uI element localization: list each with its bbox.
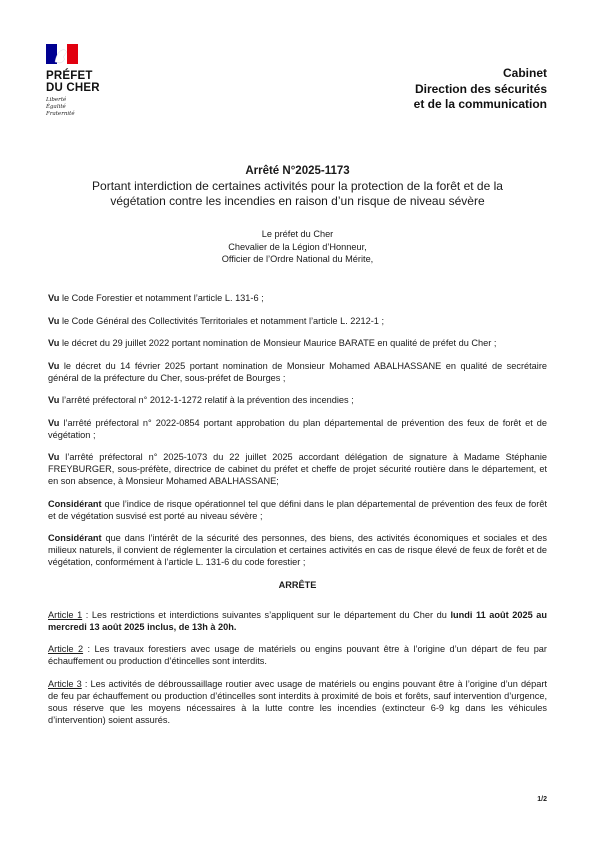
visa-keyword: Vu (48, 395, 60, 405)
article-paragraph (48, 643, 547, 667)
marianne-flag-icon (46, 44, 78, 64)
article-paragraph (48, 678, 547, 726)
visa-paragraph (48, 315, 547, 327)
considerant-text: que l’indice de risque opérationnel tel que défini dans le plan départemental de prévention des feux de forêt et de végétation susvisé est porté au niveau sévère ; (48, 498, 547, 521)
considerant-paragraph (48, 532, 547, 568)
prefet-title-line: Le préfet du Cher (261, 229, 334, 239)
article-text: : Les activités de débroussaillage routier avec usage de matériels ou engins pouvant être à l’origine d’un départ de feu par échauffement ou production d’étincelles sont interdits à proximité de bois et forêts, sauf intervention d’urgence, sous réserve que les moyens nécessaires à la lutte contre les incendies (extincteur 6-9 kg dans les véhicules d’intervention) soient assurés. (48, 678, 547, 725)
visa-paragraph (48, 394, 547, 406)
prefet-name-line: PRÉFET (46, 70, 93, 82)
article-text: : Les restrictions et interdictions suivantes s’appliquent sur le département du Cher du (82, 609, 451, 620)
service-line: et de la communication (413, 97, 547, 111)
motto-line: Égalité (46, 104, 66, 110)
republic-motto (46, 97, 126, 118)
visa-keyword: Vu (48, 315, 60, 326)
page-number: 1/2 (537, 796, 547, 803)
visa-text: le décret du 29 juillet 2022 portant nomination de Monsieur Maurice BARATE en qualité de préfet du Cher ; (59, 338, 497, 348)
prefet-titles (40, 228, 555, 266)
article-label: Article 2 (48, 644, 84, 654)
visa-text: l’arrêté préfectoral n° 2025-1073 du 22 juillet 2025 accordant délégation de signature à Madame Stéphanie FREYBURGER, sous-préfète, directrice de cabinet du préfet et cheffe de projet sécurité routière dans le département, et en son absence, à Monsieur Mohamed ABALHASSANE; (48, 452, 547, 486)
considerant-paragraph (48, 498, 547, 522)
article-label: Article 1 (48, 609, 83, 620)
visa-keyword: Vu (48, 452, 60, 462)
prefet-title-line: Chevalier de la Légion d’Honneur, (228, 241, 367, 252)
considerant-keyword: Considérant (48, 533, 102, 543)
considerant-keyword: Considérant (48, 498, 102, 509)
article-text: : Les travaux forestiers avec usage de matériels ou engins pouvant être à l’origine d’un départ de feu par échauffement ou production d’étincelles sont interdits. (48, 644, 547, 666)
prefet-title-line: Officier de l’Ordre National du Mérite, (221, 254, 374, 264)
article-paragraph (48, 609, 547, 633)
considerant-text: que dans l’intérêt de la sécurité des personnes, des biens, des activités économiques et sociales et des milieux naturels, il convient de réglementer la circulation et certaines activités en cas de risque élevé de feux de forêt et de végétation, conformément à l’article L. 131-6 du code forestier ; (48, 533, 547, 567)
article-emphasis: lundi 11 août 2025 au mercredi 13 août 2025 inclus, de 13h à 20h. (48, 609, 547, 632)
article-label: Article 3 (48, 678, 82, 689)
arrete-object (40, 179, 555, 209)
arrete-heading: ARRÊTE (278, 579, 317, 590)
prefet-name-line: DU CHER (46, 82, 100, 94)
visa-paragraph (48, 292, 547, 304)
arrete-object-line: Portant interdiction de certaines activités pour la protection de la forêt et de la (92, 179, 503, 193)
visa-paragraph (48, 360, 547, 384)
motto-line: Liberté (46, 97, 67, 103)
document-body (48, 292, 547, 736)
motto-line: Fraternité (46, 111, 75, 117)
service-line: Direction des sécurités (414, 81, 547, 96)
visa-text: le Code Général des Collectivités Territoriales et notamment l’article L. 2212-1 ; (59, 315, 385, 326)
arrete-number: Arrêté N°2025-1173 (245, 165, 350, 177)
visa-paragraph (48, 451, 547, 487)
visa-paragraph (48, 417, 547, 441)
visa-text: l’arrêté préfectoral n° 2012-1-1272 relatif à la prévention des incendies ; (59, 395, 354, 405)
visa-text: le Code Forestier et notamment l’article L. 131-6 ; (59, 293, 264, 303)
visa-keyword: Vu (48, 338, 60, 348)
service-line: Cabinet (502, 66, 547, 80)
visa-keyword: Vu (48, 417, 60, 428)
arrete-object-line: végétation contre les incendies en raison d’un risque de niveau sévère (110, 194, 485, 208)
prefet-logo (46, 44, 126, 118)
visa-text: le décret du 14 février 2025 portant nomination de Monsieur Mohamed ABALHASSANE en qualité de secrétaire général de la préfecture du Cher, sous-préfet de Bourges ; (48, 360, 547, 383)
visa-keyword: Vu (48, 293, 60, 303)
visa-paragraph (48, 337, 547, 349)
prefet-name (46, 70, 126, 94)
arrete-title (40, 164, 555, 209)
issuing-service (414, 66, 547, 113)
visa-keyword: Vu (48, 360, 60, 371)
visa-text: l’arrêté préfectoral n° 2022-0854 portant approbation du plan départemental de prévention des feux de forêt et de végétation ; (48, 417, 547, 440)
